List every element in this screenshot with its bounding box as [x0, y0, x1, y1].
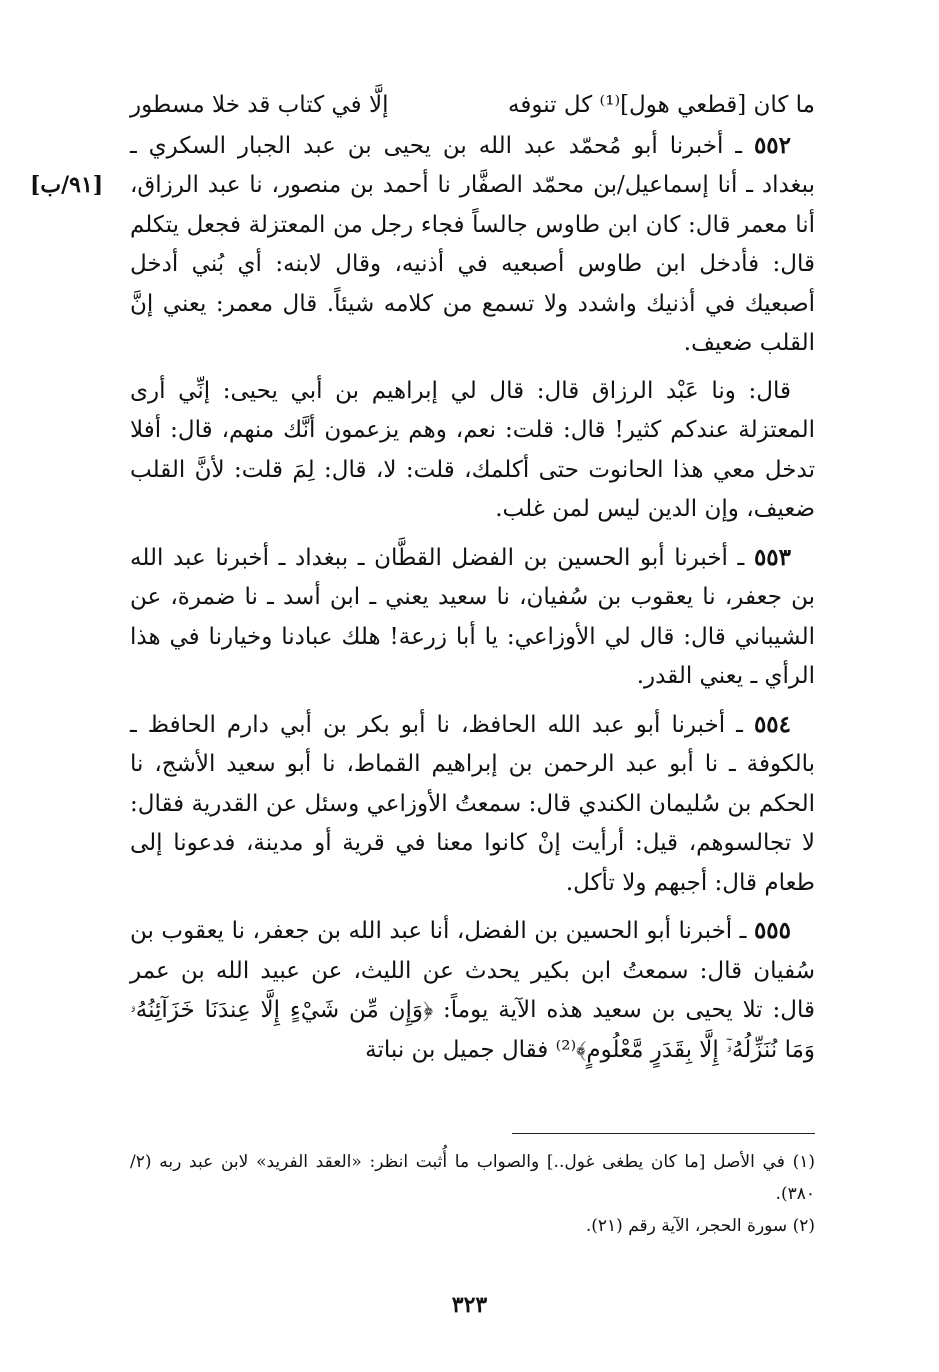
paragraph-text: ـ أخبرنا أبو مُحمّد عبد الله بن يحيى بن عبد الجبار السكري ـ ببغداد ـ أنا إسماعيل/بن محمّد الصفَّار نا أحمد بن منصور، نا عبد الرزاق، أنا معمر قال: كان ابن طاوس جالساً فجاء رجل من المعتزلة فجعل يتكلم قال: فأدخل ابن طاوس أصبعيه في أذنيه، وقال لابنه: أي بُني أدخل أصبعيك في أذنيك واشدد ولا تسمع من كلامه شيئاً. قال معمر: يعني إنَّ القلب ضعيف.	[130, 132, 815, 356]
paragraph-555	[130, 911, 815, 1070]
paragraph-552-cont	[130, 372, 815, 530]
paragraph-text: ـ أخبرنا أبو الحسين بن الفضل، أنا عبد الله بن جعفر، نا يعقوب بن سُفيان قال: سمعتُ ابن بكير يحدث عن الليث، عن عبيد الله بن عمر قال: تلا يحيى بن سعيد هذه الآية يوماً: ﴿وَإِن مِّن شَيْءٍ إِلَّا عِندَنَا خَزَآئِنُهُۥ وَمَا نُنَزِّلُهُۥٓ إِلَّا بِقَدَرٍ مَّعْلُومٍ﴾⁽²⁾ فقال جميل بن نباتة	[130, 918, 815, 1063]
paragraph-text: ـ أخبرنا أبو عبد الله الحافظ، نا أبو بكر بن أبي دارم الحافظ ـ بالكوفة ـ نا أبو عبد الرحمن بن إبراهيم القماط، نا أبو سعيد الأشج، نا الحكم بن سُليمان الكندي قال: سمعتُ الأوزاعي وسئل عن القدرية فقال: لا تجالسوهم، قيل: أرأيت إنْ كانوا معنا في قرية أو مدينة، فدعونا إلى طعام قال: أجبهم ولا تأكل.	[130, 711, 815, 896]
hadith-number: ٥٥٢	[753, 131, 791, 159]
paragraph-552	[130, 126, 815, 364]
paragraph-553	[130, 538, 815, 697]
hadith-number: ٥٥٤	[753, 710, 791, 738]
footnote-divider	[512, 1133, 815, 1134]
manuscript-folio-marker: [٩١/ب]	[30, 172, 104, 198]
footnotes	[130, 1146, 815, 1242]
page-number: ٣٢٣	[451, 1292, 488, 1318]
hadith-number: ٥٥٥	[753, 917, 791, 944]
main-text	[130, 86, 815, 1070]
footnote-2: (٢) سورة الحجر، الآية رقم (٢١).	[585, 1216, 815, 1236]
paragraph-text: ـ أخبرنا أبو الحسين بن الفضل القطَّان ـ ببغداد ـ أخبرنا عبد الله بن جعفر، نا يعقوب بن سُفيان، نا سعيد يعني ـ ابن أسد ـ نا ضمرة، عن الشيباني قال: قال لي الأوزاعي: يا أبا زرعة! هلك عبادنا وخيارنا في هذا الرأي ـ يعني القدر.	[130, 544, 815, 689]
paragraph-text: قال: ونا عَبْد الرزاق قال: قال لي إبراهيم بن أبي يحيى: إنِّي أرى المعتزلة عندكم كثير! قال: قلت: نعم، وهم يزعمون أنَّك منهم، قال: أفلا تدخل معي هذا الحانوت حتى أكلمك، قلت: لا، قال: لِمَ قلت: لأنَّ القلب ضعيف، وإن الدين ليس لمن غلب.	[130, 377, 815, 522]
verse-first-hemistich: ما كان [قطعي هول]⁽¹⁾ كل تنوفه	[508, 92, 815, 118]
hadith-number: ٥٥٣	[753, 543, 791, 571]
footnote-1: (١) في الأصل [ما كان يطغى غول..] والصواب ما أُثبت انظر: «العقد الفريد» لابن عبد ربه (٢/ ٣٨٠).	[130, 1152, 815, 1204]
paragraph-554	[130, 705, 815, 904]
verse-second-hemistich: إلَّا في كتاب قد خلا مسطور	[130, 92, 389, 118]
poetry-verse	[130, 86, 815, 126]
